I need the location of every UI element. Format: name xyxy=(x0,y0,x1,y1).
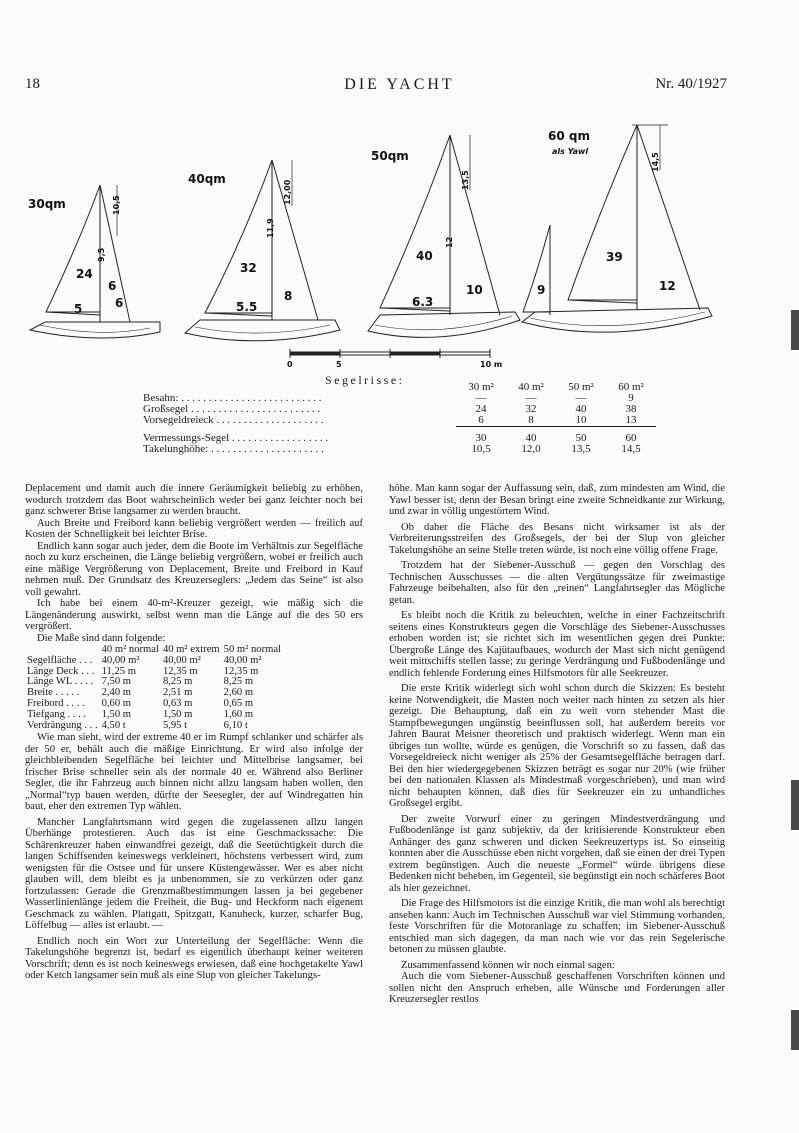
dim-col-header: 50 m² normal xyxy=(223,644,281,655)
boat-class-label: 50qm xyxy=(371,149,409,163)
foresail-area: 8 xyxy=(284,289,293,303)
foresail-area: 12 xyxy=(659,279,676,293)
page-number: 18 xyxy=(25,76,40,92)
paragraph: Es bleibt noch die Kritik zu beleuchten, welche in einer Fachzeitschrift seitens eines Konstrukteurs gegen die Vorschläge des Siebener-Ausschusses erhoben worden ist; sie richtet sich im wesentlichen gegen drei Punkte: Übergroße Länge des Kajütaufbaues, wodurch der Mast sich nicht genügend weit mittschiffs stellen lasse; zu geringe Verdrängung und Fußbodenlänge und endlich fehlende Forderung eines Hilfsmotors für alle Seekreuzer. xyxy=(389,610,725,679)
rig-row-label: Besahn: . . . . . . . . . . . . . . . . . . . . . . . . . . xyxy=(143,393,322,404)
mast-height-label: 13,5 xyxy=(461,170,470,190)
mast-height-label: 14,5 xyxy=(651,152,660,172)
height-label: 9,5 xyxy=(97,247,106,262)
paragraph: Deplacement und damit auch die innere Geräumigkeit beliebig zu erhöhen, wodurch trotzdem das Boot wahrscheinlich weder bei ganz leichter noch bei ganz schwerer Brise langsamer zu werden braucht. xyxy=(25,483,363,517)
scan-edge-mark xyxy=(791,780,799,830)
dim-col-header: 40 m² extrem xyxy=(162,644,220,655)
mainsail-area: 32 xyxy=(240,261,257,275)
yawl-note: als Yawl xyxy=(552,147,589,156)
boom-area: 5 xyxy=(74,302,83,316)
paragraph: höhe. Man kann sogar der Auffassung sein, daß, zum mindesten am Wind, die Yawl besser ist, denn der Besan bringt eine zweite Schneidkante zur Wirkung, und zwar in völlig ungestörtem Wind. xyxy=(389,483,725,517)
boom-area: 5.5 xyxy=(236,300,258,314)
text-column-right xyxy=(389,483,725,1006)
height-label: 11,9 xyxy=(266,218,275,238)
scan-edge-mark xyxy=(791,310,799,350)
rig-col-header: 30 m² xyxy=(468,381,494,393)
scale-label-10: 10 m xyxy=(480,360,503,369)
dim-col-header: 40 m² normal xyxy=(101,644,159,655)
boat-60qm-drawing xyxy=(522,125,712,332)
height-label: 12 xyxy=(445,236,454,248)
sail-plan-figure xyxy=(0,108,799,378)
paragraph: Trotzdem hat der Siebener-Ausschuß — gegen den Vorschlag des Technischen Ausschusses — die alten Vergütungssätze für zweimastige Fahrzeuge beibehalten, also für den „reinen“ Langfahrtsegler das Mögliche getan. xyxy=(389,560,725,606)
rig-col-header: 50 m² xyxy=(568,381,594,393)
issue-number: Nr. 40/1927 xyxy=(655,76,727,92)
scale-label-0: 0 xyxy=(287,360,293,369)
rig-row-label: Takelunghöhe: . . . . . . . . . . . . . . . . . . . . . xyxy=(143,444,324,455)
scale-bar xyxy=(290,349,490,358)
foresail-area: 6 xyxy=(108,279,117,293)
rig-col-header: 40 m² xyxy=(518,381,544,393)
boom-area: 6.3 xyxy=(412,295,434,309)
magazine-title: DIE YACHT xyxy=(344,76,455,93)
paragraph: Wie man sieht, wird der extreme 40 er im Rumpf schlanker und schärfer als der 50 er, behält auch die mäßige Einrichtung. Er wird also infolge der gleichbleibenden Segelfläche bei leichter und Mittelbrise langsamer, bei frischer Brise schneller sein als der normale 40 er. Während also Berliner Segler, die ihr Fahrzeug auch binnen nicht allzu langsam haben wollen, den „Normal“typ bauen werden, dürfte der Seesegler, der auf Windregatten hin baut, eher den extremen Typ wählen. xyxy=(25,732,363,813)
text-column-left xyxy=(25,483,363,982)
paragraph: Endlich noch ein Wort zur Unterteilung der Segelfläche: Wenn die Takelungshöhe begrenzt ist, bedarf es eigentlich überhaupt keiner weiteren Vorschrift; denn es ist noch keineswegs erwiesen, daß eine hochgetakelte Yawl oder Ketch langsamer sein muß als eine Slup von gleicher Takelungs- xyxy=(25,935,363,982)
rig-row-label: Vermessungs-Segel . . . . . . . . . . . . . . . . . . xyxy=(143,433,329,444)
boat-class-label: 60 qm xyxy=(548,129,590,143)
paragraph: Auch die vom Siebener-Ausschuß geschaffenen Vorschriften können und sollen nicht den Anspruch erheben, alle Wünsche und Forderungen aller Kreuzersegler restlos xyxy=(389,971,725,1005)
paragraph: Mancher Langfahrtsmann wird gegen die zugelassenen allzu langen Überhänge protestieren. Auch das ist eine Geschmackssache: Die Schärenkreuzer haben einwandfrei gezeigt, daß die Seetüchtigkeit durch die langen Schiffsenden keineswegs verkleinert, höchstens verbessert wird, zum wenigsten für die Ostsee und für unsere Küstengewässer. Wer es aber nicht glauben will, dem bleibt es ja unbenommen, sie zu verkürzen oder ganz fortzulassen: Gerade die Grenzmaßbestimmungen lassen ja bei gegebener Wasserlinienlänge jedem die Freiheit, die Bug- und Heckform nach eigenem Geschmack zu wählen. Plattgatt, Spitzgatt, Kanuheck, kurzer, scharfer Bug, Löffelbug — alles ist erlaubt. — xyxy=(25,816,363,932)
rig-table-title: Segelrisse: xyxy=(325,373,405,387)
paragraph: Zusammenfassend können wir noch einmal sagen: xyxy=(401,959,615,971)
paragraph: Die Frage des Hilfsmotors ist die einzige Kritik, die man wohl als berechtigt ansehen kann: Auch im Technischen Ausschuß war viel Stimmung vorhanden, feste Vorschriften für die Motoranlage zu schaffen; im Siebener-Ausschuß entschied man sich dagegen, da man nach wie vor das rein Segelerische betonen zu müssen glaubte. xyxy=(389,898,725,955)
paragraph: Auch Breite und Freibord kann beliebig vergrößert werden — freilich auf Kosten der Schnelligkeit bei leichter Brise. xyxy=(25,517,363,540)
rig-col-header: 60 m² xyxy=(618,381,644,393)
mast-height-label: 12,00 xyxy=(283,179,292,205)
boat-class-label: 40qm xyxy=(188,172,226,186)
mast-height-label: 10,5 xyxy=(112,195,121,215)
paragraph: Der zweite Vorwurf einer zu geringen Mindestverdrängung und Fußbodenlänge ist ganz subjektiv, da der kritisierende Konstrukteur eben Anhänger des ganz schweren und dicken Seekreuzertyps ist. So einseitig konnten aber die Ausschüsse eben nicht vorgehen, daß sie einen der drei Typen extrem begünstigen. Auch die neueste „Formel“ würde übrigens diese Bedenken nicht beheben, im Gegenteil, sie begünstigt ein noch schärferes Boot als hier gezeichnet. xyxy=(389,813,725,894)
boat-50qm-drawing xyxy=(368,135,520,337)
mainsail-area: 24 xyxy=(76,267,93,281)
scan-edge-mark xyxy=(791,1010,799,1050)
paragraph: Ob daher die Fläche des Besans nicht wirksamer ist als der Verbreiterungsstreifen des Großsegels, der bei der Slup von gleicher Takelungshöhe an seine Stelle treten würde, ist noch eine völlig offene Frage. xyxy=(389,521,725,556)
paragraph: Die Maße sind dann folgende: xyxy=(37,632,166,644)
paragraph: Ich habe bei einem 40-m²-Kreuzer gezeigt, wie mäßig sich die Längenänderung auswirkt, selbst wenn man die Länge auf die des 50 ers vergrößert. xyxy=(25,598,363,632)
rig-row-label: Großsegel . . . . . . . . . . . . . . . . . . . . . . . . xyxy=(143,404,321,415)
boat-class-label: 30qm xyxy=(28,197,66,211)
rig-table: 30 m² 40 m² 50 m² 60 m² Besahn: . . . . . . . . . . . . . . . . . . . . . . . . . . — — — 9 Großsegel . . . . . . . . . . . . . . . . . . . . . . . . 24 32 40 38 Vorsegeldreieck . . . . . . . . . . . . . . . . . . . . 6 8 10 13 Vermessungs-Segel . . . . . . . . . . . . . . . . . . 30 40 50 60 Takelunghöhe: . . . . . . . . . . . . . . . . . . . . . 10,5 12,0 13,5 14,5 xyxy=(140,382,656,455)
boat-40qm-drawing xyxy=(185,160,340,341)
mainsail-area: 39 xyxy=(606,250,623,264)
dimensions-table: 40 m² normal 40 m² extrem 50 m² normal Segelfläche . . . 40,00 m² 40,00 m² 40,00 m² Länge Deck . . . 11,25 m 12,35 m 12,35 m Länge WL . . . . 7,50 m 8,25 m 8,25 m Breite . . . . . 2,40 m 2,51 m 2,60 m Freibord . . . . 0,60 m 0,63 m 0,65 m Tiefgang . . . . 1,50 m 1,50 m 1,60 m Verdrängung . . . 4,50 t 5,95 t 6,10 t xyxy=(27,644,281,731)
rig-row-label: Vorsegeldreieck . . . . . . . . . . . . . . . . . . . . xyxy=(143,415,324,427)
foresail-area: 6 xyxy=(115,296,124,310)
mainsail-area: 40 xyxy=(416,249,433,263)
mizzen-area: 9 xyxy=(537,283,546,297)
paragraph: Endlich kann sogar auch jeder, dem die Boote im Verhältnis zur Segelfläche noch zu kurz erscheinen, die Länge beliebig vergrößern, wobei er freilich auch eine mäßige Vergrößerung von Deplacement, Breite und Freibord in Kauf nehmen muß. Der Grundsatz des Kreuzerseglers: „Jedem das Seine“ ist also voll gewahrt. xyxy=(25,540,363,598)
foresail-area: 10 xyxy=(466,283,483,297)
paragraph: Die erste Kritik widerlegt sich wohl schon durch die Skizzen: Es besteht keine Notwendigkeit, die Masten noch weiter nach hinten zu setzen als hier gezeigt. Die Behauptung, daß ein zu weit vorn stehender Mast die Stampfbewegungen ungünstig beeinflussen soll, hat außerdem bereits vor Jahren Baurat Meisner theoretisch und praktisch widerlegt. Wenn man ein übriges tun wollte, würde es genügen, die Vorschrift so zu fassen, daß das Vorsegeldreieck nicht weniger als 25% der Gesamtsegelfläche betragen darf. Bei den hier wiedergegebenen Skizzen beträgt es sogar nur 20% (wie früher bei den nationalen Klassen als Mindestmaß vorgeschrieben), und man wird nicht behaupten können, daß dies für Seekreuzer ein zu unhandliches Großsegel ergibt. xyxy=(389,683,725,809)
scale-label-5: 5 xyxy=(336,360,342,369)
